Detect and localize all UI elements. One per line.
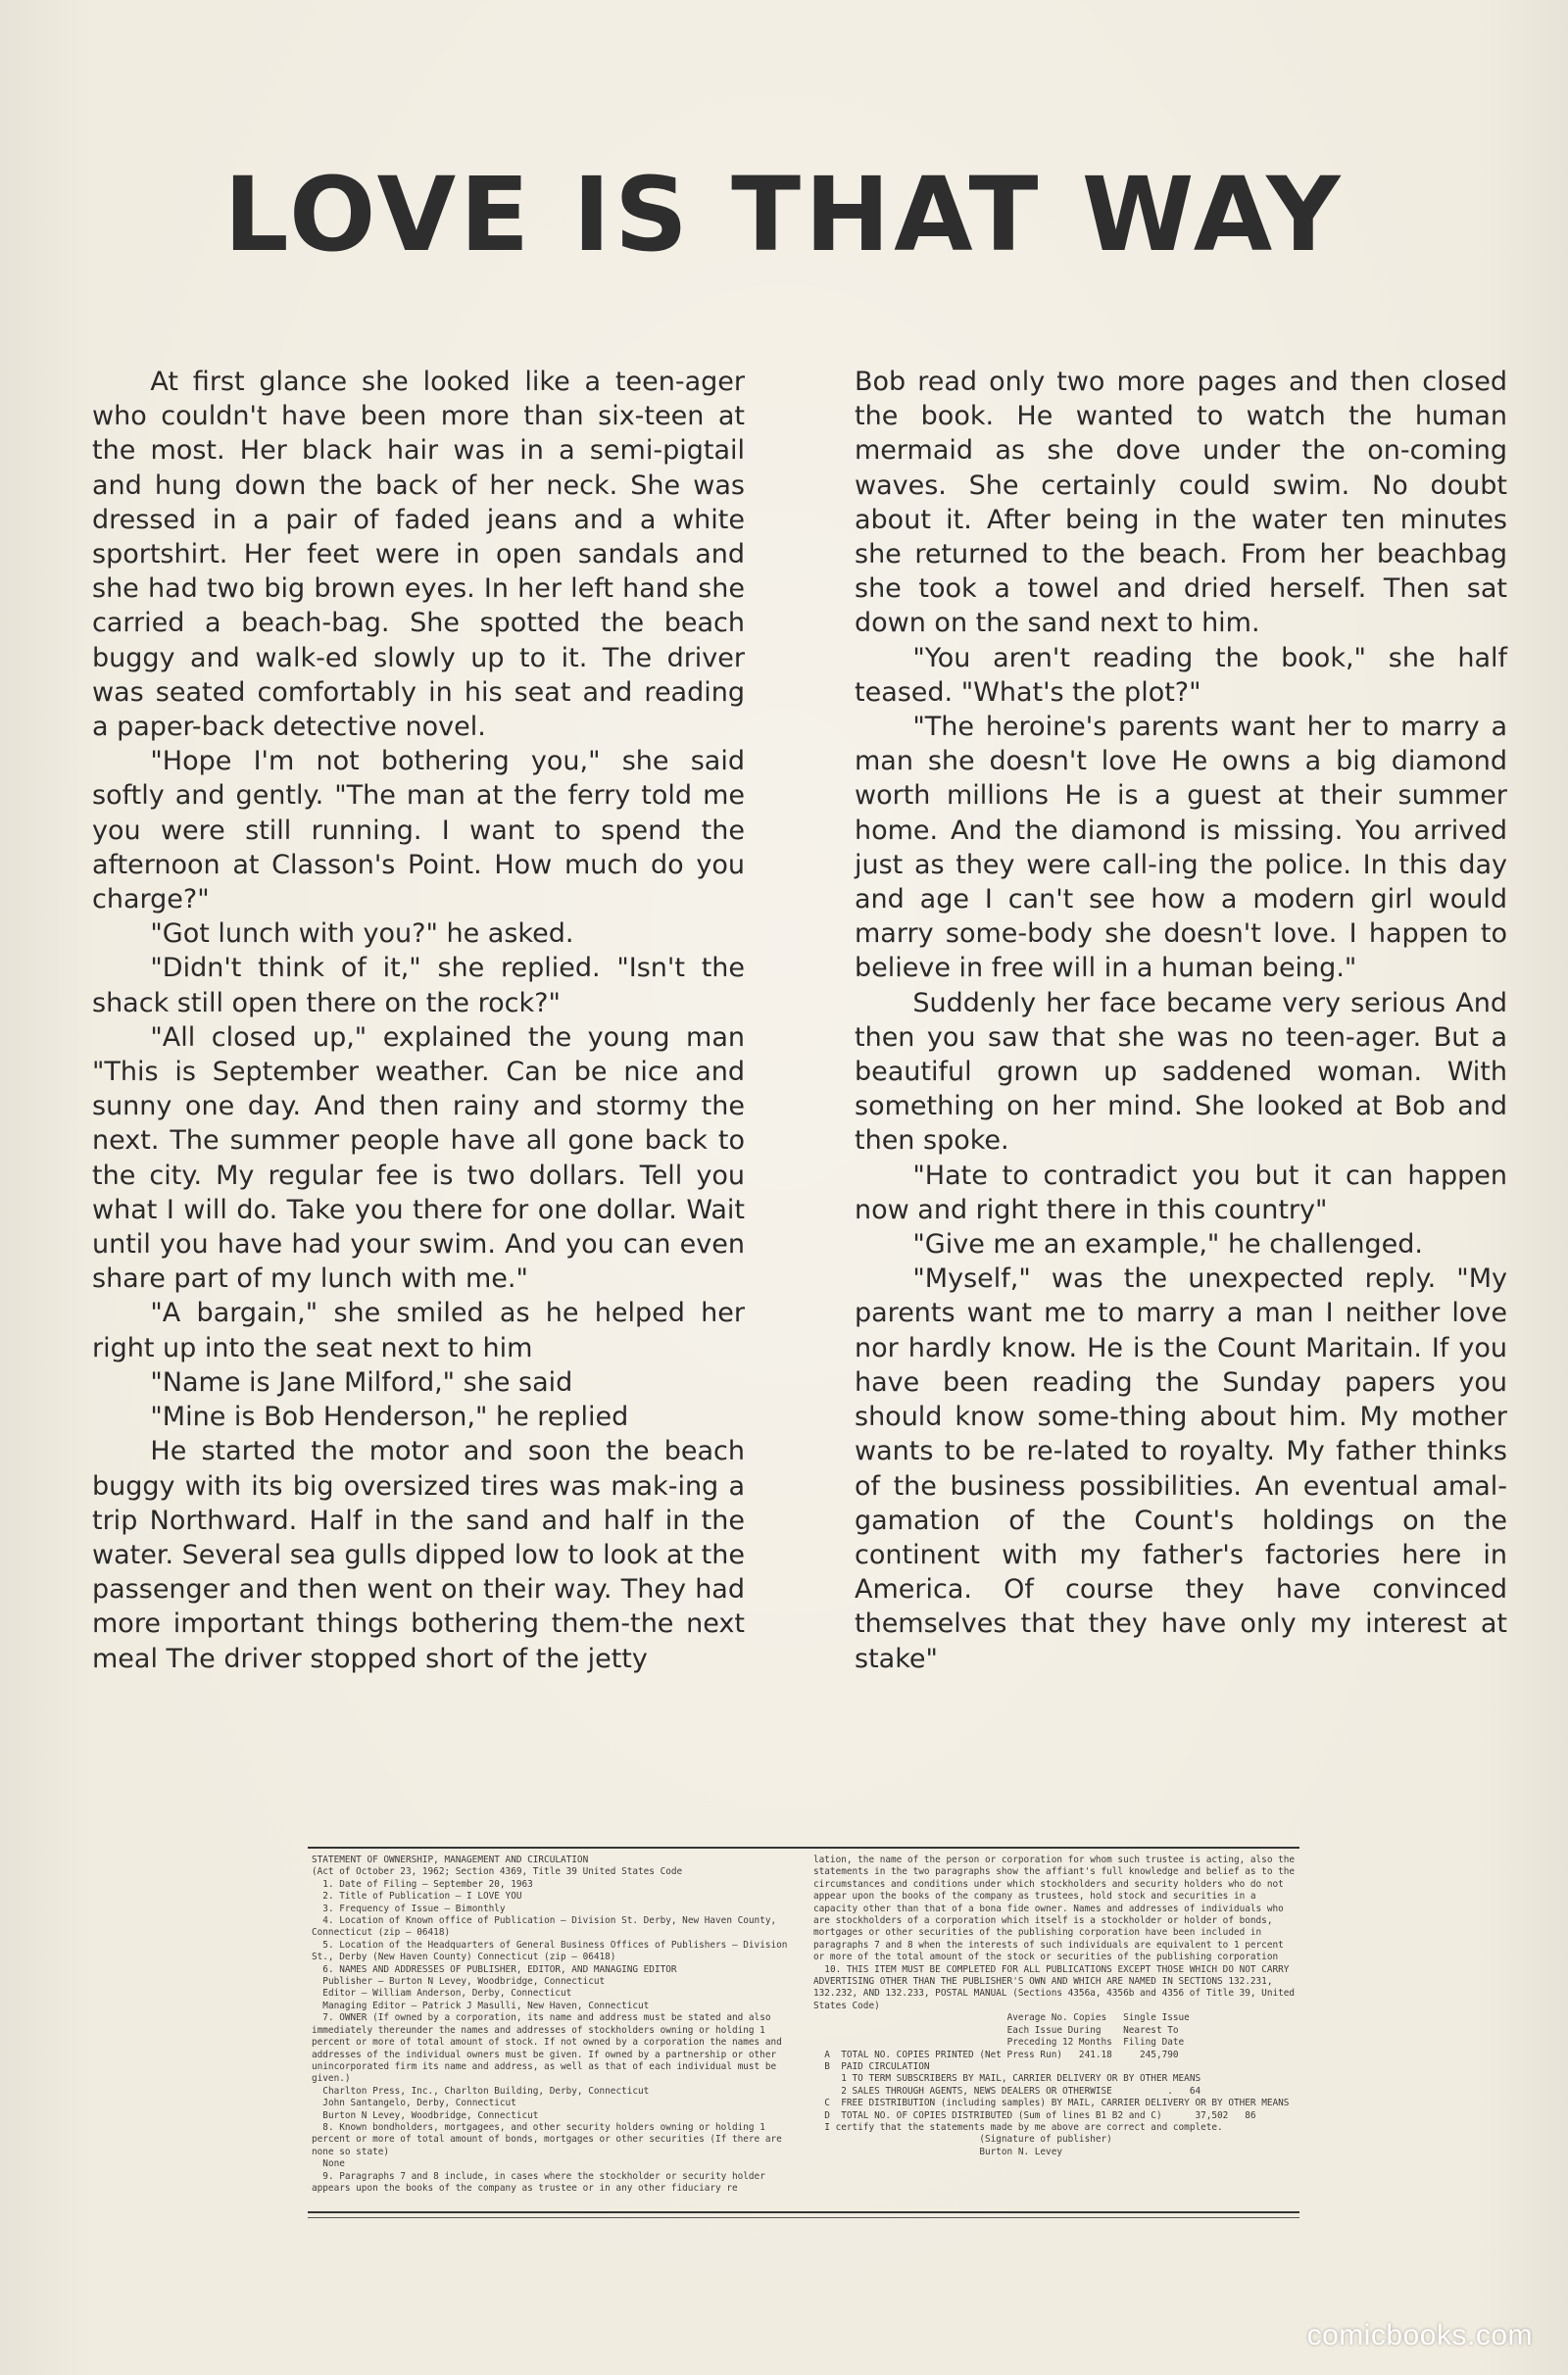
ownership-statement [308, 1847, 1299, 2213]
paragraph: "A bargain," she smiled as he helped her right up into the seat next to him [92, 1298, 745, 1363]
paragraph: "The heroine's parents want her to marry a man she doesn't love He owns a big diamond worth millions He is a guest at their summer home. And the diamond is missing. You arrived just as they were call-ing the police. In this day and age I can't see how a modern girl would marry some-body she doesn't love. I happen to believe in free will in a human being." [855, 712, 1507, 984]
ownership-statement-left: STATEMENT OF OWNERSHIP, MANAGEMENT AND CIRCULATION (Act of October 23, 1962; Section 4369, Title 39 United States Code 1. Date of Filing — September 20, 1963 2. Title of Publication — I LOVE YOU 3. Frequency of Issue — Bimonthly 4. Location of Known office of Publication — Division St. Derby, New Haven County, Connecticut (zip — 06418) 5. Location of the Headquarters of General Business Offices of Publishers — Division St., Derby (New Haven County) Connecticut (zip — 06418) 6. NAMES AND ADDRESSES OF PUBLISHER, EDITOR, AND MANAGING EDITOR Publisher — Burton N Levey, Woodbridge, Connecticut Editor — William Anderson, Derby, Connecticut Managing Editor — Patrick J Masulli, New Haven, Connecticut 7. OWNER (If owned by a corporation, its name and address must be stated and also immediately thereunder the names and addresses of stockholders owning or holding 1 percent or more of total amount of stock. If not owned by a corporation the names and addresses of the individual owners must be given. If owned by a partnership or other unincorporated firm its name and address, as well as that of each individual must be given.) Charlton Press, Inc., Charlton Building, Derby, Connecticut John Santangelo, Derby, Connecticut Burton N Levey, Woodbridge, Connecticut 8. Known bondholders, mortgagees, and other security holders owning or holding 1 percent or more of total amount of bonds, mortgages or other securities (If there are none so state) None 9. Paragraphs 7 and 8 include, in cases where the stockholder or security holder appears upon the books of the company as trustee or in any other fiduciary re [312, 1855, 788, 2194]
paragraph: "Got lunch with you?" he asked. [150, 918, 574, 950]
paragraph: At first glance she looked like a teen-ager who couldn't have been more than six-teen at the most. Her black hair was in a semi-pigtail and hung down the back of her neck. She was dressed in a pair of faded jeans and a white sportshirt. Her feet were in open sandals and she had two big brown eyes. In her left hand she carried a beach-bag. She spotted the beach buggy and walk-ed slowly up to it. The driver was seated comfortably in his seat and reading a paper-back detective novel. [92, 367, 745, 743]
paragraph: "You aren't reading the book," she half teased. "What's the plot?" [855, 642, 1507, 708]
ownership-statement-right: lation, the name of the person or corporation for whom such trustee is acting, also the statements in the two paragraphs show the affiant's full knowledge and belief as to the circumstances and conditions under which stockholders and security holders who do not appear upon the books of the company as trustees, hold stock and securities in a capacity other than that of a bona fide owner. Names and addresses of individuals who are stockholders of a corporation which itself is a stockholder or holder of bonds, mortgages or other securities of the publishing corporation have been included in paragraphs 7 and 8 when the interests of such individuals are equivalent to 1 percent or more of the total amount of the stock or securities of the publishing corporation 10. THIS ITEM MUST BE COMPLETED FOR ALL PUBLICATIONS EXCEPT THOSE WHICH DO NOT CARRY ADVERTISING OTHER THAN THE PUBLISHER'S OWN AND WHICH ARE NAMED IN SECTIONS 132.231, 132.232, AND 132.233, POSTAL MANUAL (Sections 4356a, 4356b and 4356 of Title 39, United States Code) Average No. Copies Single Issue Each Issue During Nearest To Preceding 12 Months Filing Date A TOTAL NO. COPIES PRINTED (Net Press Run) 241.18 245,790 B PAID CIRCULATION 1 TO TERM SUBSCRIBERS BY MAIL, CARRIER DELIVERY OR BY OTHER MEANS 2 SALES THROUGH AGENTS, NEWS DEALERS OR OTHERWISE . 64 C FREE DISTRIBUTION (including samples) BY MAIL, CARRIER DELIVERY OR BY OTHER MEANS D TOTAL NO. OF COPIES DISTRIBUTED (Sum of lines B1 B2 and C) 37,502 86 I certify that the statements made by me above are correct and complete. (Signature of publisher) Burton N. Levey [813, 1855, 1296, 2157]
paragraph: "Mine is Bob Henderson," he replied [150, 1402, 629, 1433]
site-watermark: comicbooks.com [1306, 2319, 1533, 2351]
paragraph: "Name is Jane Milford," she said [150, 1366, 573, 1398]
paragraph: "Give me an example," he challenged. [912, 1229, 1423, 1261]
left-text-column [92, 365, 745, 1676]
right-text-column [855, 365, 1507, 1676]
paragraph: "All closed up," explained the young man "This is September weather. Can be nice and sunny one day. And then rainy and stormy the next. The summer people have all gone back to the city. My regular fee is two dollars. Tell you what I will do. Take you there for one dollar. Wait until you have had your swim. And you can even share part of my lunch with me." [92, 1021, 745, 1295]
paragraph: "Didn't think of it," she replied. "Isn't the shack still open there on the rock?" [92, 953, 745, 1018]
divider [308, 2217, 1299, 2218]
paragraph: "Hope I'm not bothering you," she said softly and gently. "The man at the ferry told me you were still running. I want to spend the afternoon at Classon's Point. How much do you charge?" [92, 746, 745, 915]
paragraph: "Myself," was the unexpected reply. "My parents want me to marry a man I neither love nor hardly know. He is the Count Maritain. If you have been reading the Sunday papers you should know some-thing about him. My mother wants to be re-lated to royalty. My father thinks of the business possibilities. An eventual amal-gamation of the Count's holdings on the continent with my father's factories here in America. Of course they have convinced themselves that they have only my interest at stake" [855, 1263, 1507, 1674]
paragraph: He started the motor and soon the beach buggy with its big oversized tires was mak-ing a trip Northward. Half in the sand and half in the water. Several sea gulls dipped low to look at the passenger and then went on their way. They had more important things bothering them-the next meal The driver stopped short of the jetty [92, 1436, 745, 1674]
paragraph: Bob read only two more pages and then closed the book. He wanted to watch the human mermaid as she dove under the on-coming waves. She certainly could swim. No doubt about it. After being in the water ten minutes she returned to the beach. From her beachbag she took a towel and dried herself. Then sat down on the sand next to him. [855, 367, 1507, 639]
paragraph: "Hate to contradict you but it can happen now and right there in this country" [855, 1160, 1507, 1225]
paragraph: Suddenly her face became very serious And then you saw that she was no teen-ager. But a beautiful grown up saddened woman. With something on her mind. She looked at Bob and then spoke. [855, 987, 1507, 1157]
story-title: LOVE IS THAT WAY [223, 155, 1345, 274]
